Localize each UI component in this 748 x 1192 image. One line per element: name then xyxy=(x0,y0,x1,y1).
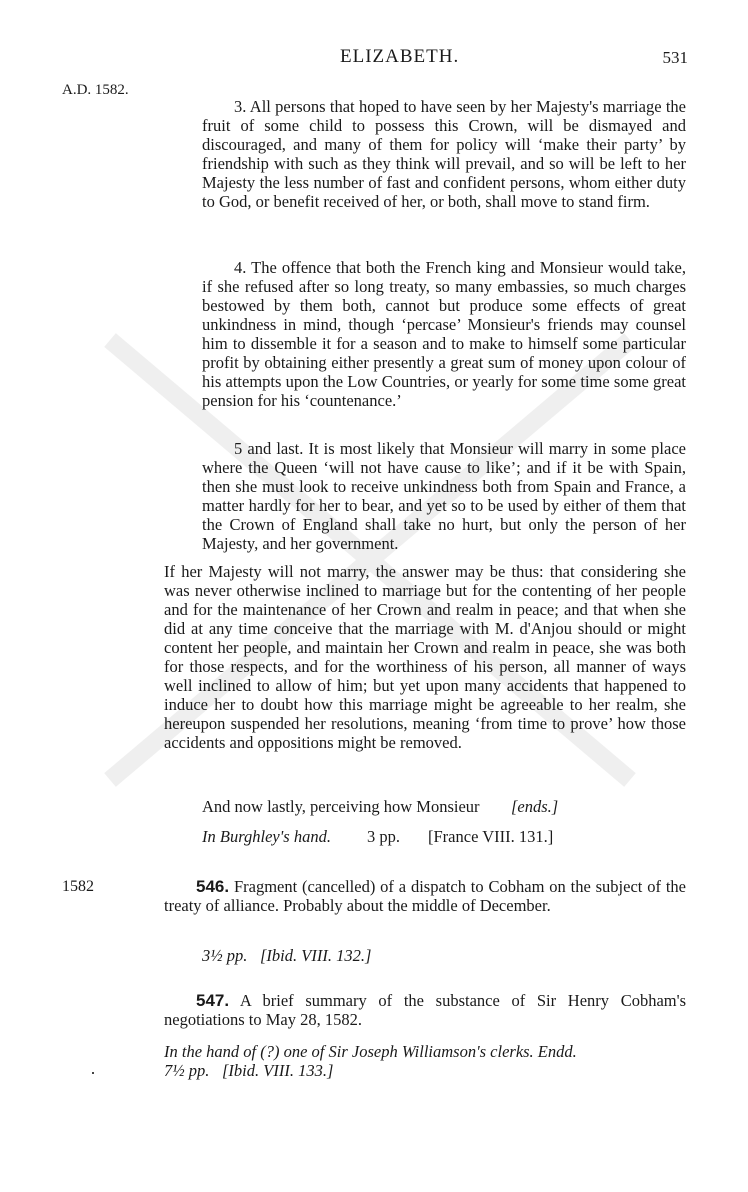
margin-date: A.D. 1582. xyxy=(62,82,129,98)
stray-mark xyxy=(92,1072,94,1074)
entry-547 xyxy=(164,991,686,1029)
entry-546-number: 546. xyxy=(196,877,230,896)
source-pages xyxy=(367,827,400,846)
closing-text: And now lastly, perceiving how Monsieur xyxy=(202,797,480,816)
entry-547-ref: [Ibid. VIII. 133.] xyxy=(222,1061,334,1080)
page-number: 531 xyxy=(662,48,688,67)
entry-546-text: Fragment (cancelled) of a dispatch to Cobham on the subject of the treaty of alliance. Probably about the middle of December. xyxy=(164,877,686,915)
entry-546-year: 1582 xyxy=(62,878,94,895)
paragraph-4: 4. The offence that both the French king and Monsieur would take, if she refused after so long treaty, so many embassies, so much charges bestowed by them both, cannot but produce some effects of great unkindness in mind, though ‘percase’ Monsieur's friends may counsel him to dissemble it for a season and to make to himself some particular profit by obtaining either presently a great sum of money upon colour of his attempts upon the Low Countries, or yearly for some time some great pension for his ‘countenance.’ xyxy=(202,258,686,410)
source-hand: In Burghley's hand. xyxy=(202,827,331,846)
source-ref: [France VIII. 131.] xyxy=(428,827,554,846)
paragraph-3: 3. All persons that hoped to have seen by her Majesty's marriage the fruit of some child to possess this Crown, will be dismayed and discouraged, and many of them for policy will ‘make their party’ by friendship with such as they think will prevail, and so will be left to her Majesty the less number of fast and confident persons, whom either duty to God, or benefit received of her, or both, shall move to stand firm. xyxy=(202,97,686,211)
paragraph-5: 5 and last. It is most likely that Monsieur will marry in some place where the Queen ‘will not have cause to like’; and if it be with Spain, then she must look to receive unkindness both from Spain and France, a matter hardly for her to bear, and yet so to be used by either of them that the Crown of England shall take no hurt, but only the person of her Majesty, and her government. xyxy=(202,439,686,553)
source-pages-text: 3 pp. xyxy=(367,827,400,846)
entry-547-pages: 7½ pp. xyxy=(164,1061,210,1080)
entry-546 xyxy=(164,877,686,915)
running-head xyxy=(0,46,748,70)
closing-line xyxy=(202,797,480,816)
entry-546-ref: [Ibid. VIII. 132.] xyxy=(260,946,372,965)
entry-547-number: 547. xyxy=(196,991,230,1010)
paragraph-if-not-marry: If her Majesty will not marry, the answer may be thus: that considering she was never otherwise inclined to marriage but for the contenting of her people and for the maintenance of her Crown and realm in peace; and that when she did at any time conceive that the marriage with M. d'Anjou should or might content her people, and maintain her Crown and realm in peace, she was both for those respects, and for the worthiness of his person, all manner of ways well inclined to allow of him; but yet upon many accidents that happened to induce her to doubt how this marriage might be agreeable to her realm, she hereupon suspended her resolutions, meaning ‘from time to prove’ how those accidents and oppositions might be removed. xyxy=(164,562,686,752)
entry-547-source: In the hand of (?) one of Sir Joseph Williamson's clerks. Endd. xyxy=(164,1042,577,1061)
entry-547-text: A brief summary of the substance of Sir Henry Cobham's negotiations to May 28, 1582. xyxy=(164,991,687,1029)
entry-546-pages: 3½ pp. xyxy=(202,946,248,965)
ends-marker: [ends.] xyxy=(511,797,559,816)
running-title: ELIZABETH. xyxy=(340,46,460,67)
